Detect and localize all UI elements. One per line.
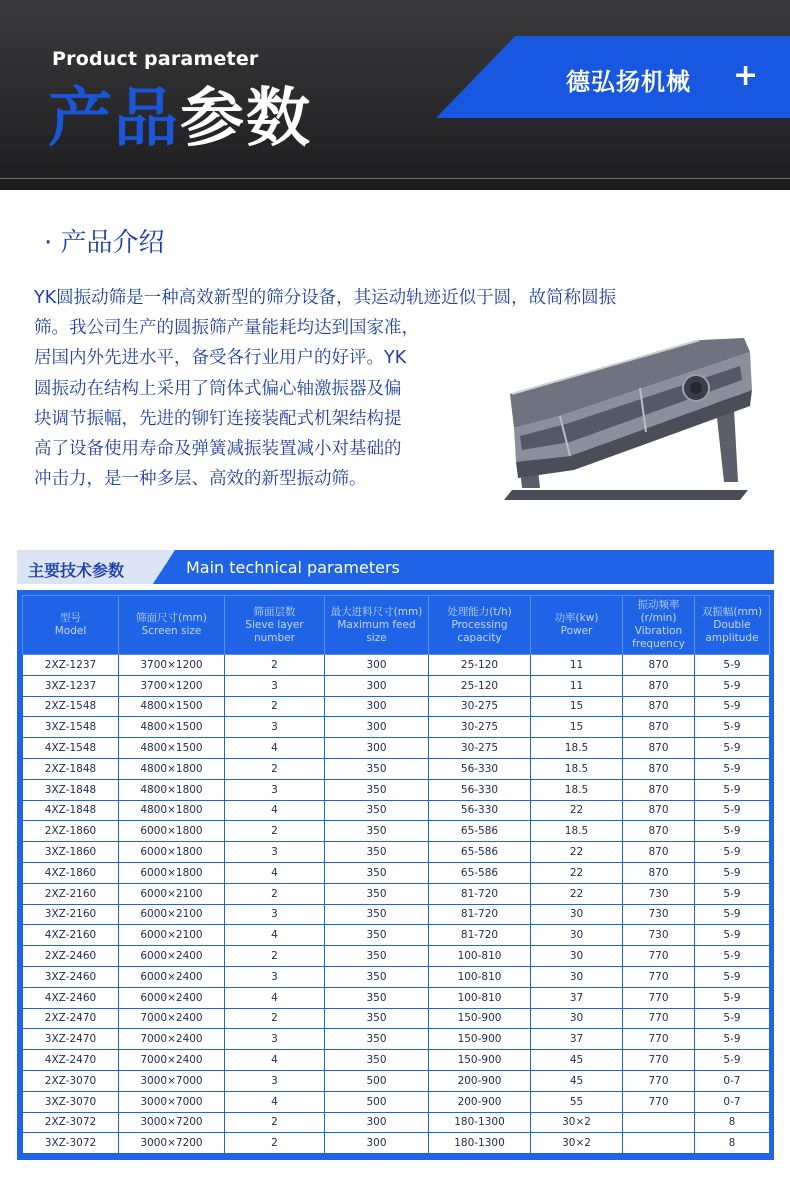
table-cell: 2XZ-1548 <box>23 696 119 717</box>
table-cell: 870 <box>623 842 695 863</box>
table-cell: 2 <box>225 883 325 904</box>
table-cell: 350 <box>325 925 429 946</box>
table-row <box>23 966 770 987</box>
table-cell: 5-9 <box>695 738 770 759</box>
table-cell: 730 <box>623 883 695 904</box>
table-header-cell <box>225 596 325 655</box>
table-row <box>23 779 770 800</box>
table-cell: 180-1300 <box>429 1133 531 1154</box>
table-header-cell <box>531 596 623 655</box>
table-cell: 3XZ-3072 <box>23 1133 119 1154</box>
table-cell: 18.5 <box>531 758 623 779</box>
table-cell: 730 <box>623 904 695 925</box>
table-cell: 22 <box>531 800 623 821</box>
table-cell: 770 <box>623 1070 695 1091</box>
table-cell: 6000×2400 <box>119 966 225 987</box>
header-line: Sieve layer <box>245 618 304 631</box>
table-cell: 65-586 <box>429 842 531 863</box>
header-line: Double <box>713 618 751 631</box>
vibrating-screen-image <box>500 332 760 502</box>
table-cell: 2XZ-2460 <box>23 946 119 967</box>
table-cell: 350 <box>325 800 429 821</box>
table-cell: 300 <box>325 1112 429 1133</box>
table-cell: 4XZ-2470 <box>23 1050 119 1071</box>
table-cell: 2XZ-3070 <box>23 1070 119 1091</box>
table-cell: 5-9 <box>695 862 770 883</box>
table-cell: 65-586 <box>429 862 531 883</box>
header-line: 筛面层数 <box>253 605 296 618</box>
intro-line: YK圆振动筛是一种高效新型的筛分设备，其运动轨迹近似于圆，故简称圆振 <box>34 288 617 308</box>
table-cell: 7000×2400 <box>119 1008 225 1029</box>
table-cell: 8 <box>695 1112 770 1133</box>
table-cell: 3 <box>225 717 325 738</box>
table-cell: 770 <box>623 1029 695 1050</box>
table-cell: 3XZ-1548 <box>23 717 119 738</box>
table-cell: 15 <box>531 696 623 717</box>
params-title-en: Main technical parameters <box>186 558 400 577</box>
table-cell: 770 <box>623 1008 695 1029</box>
table-cell: 870 <box>623 738 695 759</box>
table-cell: 37 <box>531 987 623 1008</box>
header-line: Power <box>560 625 593 637</box>
table-cell: 4XZ-2460 <box>23 987 119 1008</box>
plus-icon[interactable]: + <box>733 58 759 93</box>
table-cell: 22 <box>531 842 623 863</box>
table-cell: 18.5 <box>531 779 623 800</box>
header-line: capacity <box>457 631 502 644</box>
table-cell: 4XZ-2160 <box>23 925 119 946</box>
table-row <box>23 738 770 759</box>
table-cell: 30 <box>531 966 623 987</box>
table-cell: 200-900 <box>429 1091 531 1112</box>
header-line: Vibration <box>634 625 683 637</box>
table-row <box>23 758 770 779</box>
table-cell: 6000×2100 <box>119 904 225 925</box>
table-cell: 350 <box>325 862 429 883</box>
table-cell: 5-9 <box>695 655 770 676</box>
table-row <box>23 904 770 925</box>
table-cell: 5-9 <box>695 779 770 800</box>
table-cell: 3 <box>225 842 325 863</box>
table-row <box>23 1070 770 1091</box>
table-cell: 3 <box>225 675 325 696</box>
table-cell: 2 <box>225 1008 325 1029</box>
table-cell: 770 <box>623 987 695 1008</box>
table-cell: 18.5 <box>531 738 623 759</box>
table-cell: 870 <box>623 675 695 696</box>
table-cell: 4 <box>225 738 325 759</box>
table-cell: 4800×1800 <box>119 779 225 800</box>
table-cell: 3XZ-3070 <box>23 1091 119 1112</box>
table-cell: 4800×1500 <box>119 717 225 738</box>
table-cell: 870 <box>623 779 695 800</box>
table-cell: 3 <box>225 779 325 800</box>
table-cell: 4800×1800 <box>119 758 225 779</box>
header-subtitle: Product parameter <box>52 48 259 70</box>
table-cell: 350 <box>325 758 429 779</box>
table-cell: 870 <box>623 717 695 738</box>
table-cell: 150-900 <box>429 1029 531 1050</box>
table-cell: 5-9 <box>695 925 770 946</box>
table-cell: 56-330 <box>429 758 531 779</box>
table-row <box>23 1008 770 1029</box>
table-row <box>23 842 770 863</box>
table-cell: 5-9 <box>695 966 770 987</box>
table-header-cell <box>695 596 770 655</box>
table-cell: 350 <box>325 1050 429 1071</box>
table-cell: 2 <box>225 1133 325 1154</box>
table-cell: 2XZ-1860 <box>23 821 119 842</box>
table-header-cell <box>623 596 695 655</box>
table-cell: 770 <box>623 946 695 967</box>
table-cell: 4XZ-1548 <box>23 738 119 759</box>
table-cell: 5-9 <box>695 946 770 967</box>
table-cell: 350 <box>325 1008 429 1029</box>
table-cell: 2 <box>225 946 325 967</box>
header-line: number <box>254 631 295 644</box>
table-cell: 3XZ-2160 <box>23 904 119 925</box>
table-cell: 100-810 <box>429 987 531 1008</box>
section-heading-intro: · 产品介绍 <box>44 228 165 258</box>
table-cell: 350 <box>325 904 429 925</box>
table-cell: 3 <box>225 904 325 925</box>
table-row <box>23 925 770 946</box>
table-cell: 300 <box>325 675 429 696</box>
table-cell: 5-9 <box>695 696 770 717</box>
table-cell: 870 <box>623 758 695 779</box>
table-cell: 5-9 <box>695 675 770 696</box>
table-cell: 45 <box>531 1050 623 1071</box>
header-line: 振动频率(r/min) <box>637 599 680 624</box>
table-cell: 6000×1800 <box>119 862 225 883</box>
table-row <box>23 821 770 842</box>
intro-line: 高了设备使用寿命及弹簧减振装置减小对基础的 <box>34 439 402 460</box>
table-cell: 5-9 <box>695 987 770 1008</box>
table-cell: 200-900 <box>429 1070 531 1091</box>
table-row <box>23 1112 770 1133</box>
table-row <box>23 883 770 904</box>
params-table <box>22 595 770 1154</box>
table-cell: 770 <box>623 966 695 987</box>
table-cell: 5-9 <box>695 1008 770 1029</box>
table-cell: 3000×7000 <box>119 1070 225 1091</box>
table-cell: 8 <box>695 1133 770 1154</box>
table-cell: 2XZ-2160 <box>23 883 119 904</box>
table-cell: 4800×1500 <box>119 738 225 759</box>
table-cell: 3XZ-1848 <box>23 779 119 800</box>
table-cell: 350 <box>325 966 429 987</box>
table-cell: 350 <box>325 883 429 904</box>
table-cell: 37 <box>531 1029 623 1050</box>
params-title-zh: 主要技术参数 <box>28 561 125 580</box>
header-line: 双振幅(mm) <box>701 605 763 618</box>
table-cell: 81-720 <box>429 904 531 925</box>
table-cell: 5-9 <box>695 821 770 842</box>
table-cell: 30×2 <box>531 1133 623 1154</box>
table-cell: 30 <box>531 946 623 967</box>
table-cell: 30-275 <box>429 696 531 717</box>
intro-line: 筛。我公司生产的圆振筛产量能耗均达到国家准， <box>34 318 419 339</box>
table-cell: 770 <box>623 1091 695 1112</box>
table-row <box>23 800 770 821</box>
table-cell: 4 <box>225 862 325 883</box>
table-cell: 4XZ-1848 <box>23 800 119 821</box>
header-line: 处理能力(t/h) <box>447 605 512 618</box>
table-cell: 25-120 <box>429 655 531 676</box>
table-row <box>23 675 770 696</box>
table-cell: 3700×1200 <box>119 655 225 676</box>
table-cell: 4 <box>225 987 325 1008</box>
table-cell: 30×2 <box>531 1112 623 1133</box>
brand-name: 德弘扬机械 <box>566 68 691 96</box>
page-title-blue: 产品 <box>48 82 180 156</box>
table-cell: 870 <box>623 800 695 821</box>
table-cell: 350 <box>325 987 429 1008</box>
table-cell <box>623 1133 695 1154</box>
table-cell: 30 <box>531 925 623 946</box>
header-line: size <box>366 631 387 644</box>
params-table-frame <box>17 590 774 1160</box>
header-line: Processing <box>451 618 508 631</box>
table-cell: 15 <box>531 717 623 738</box>
table-cell: 56-330 <box>429 800 531 821</box>
table-row <box>23 1091 770 1112</box>
table-cell: 81-720 <box>429 925 531 946</box>
intro-line: 块调节振幅，先进的铆钉连接装配式机架结构提 <box>34 408 402 429</box>
table-cell: 2 <box>225 696 325 717</box>
table-header-cell <box>325 596 429 655</box>
table-cell: 870 <box>623 821 695 842</box>
table-cell: 0-7 <box>695 1091 770 1112</box>
table-cell: 6000×1800 <box>119 842 225 863</box>
table-cell: 3700×1200 <box>119 675 225 696</box>
table-cell <box>623 1112 695 1133</box>
table-cell: 45 <box>531 1070 623 1091</box>
table-cell: 150-900 <box>429 1008 531 1029</box>
table-cell: 3XZ-1860 <box>23 842 119 863</box>
header-divider <box>0 178 790 179</box>
table-cell: 870 <box>623 862 695 883</box>
table-cell: 6000×2400 <box>119 946 225 967</box>
table-cell: 770 <box>623 1050 695 1071</box>
table-cell: 56-330 <box>429 779 531 800</box>
table-row <box>23 862 770 883</box>
table-cell: 3XZ-2460 <box>23 966 119 987</box>
header-line: Model <box>54 625 87 637</box>
table-cell: 4XZ-1860 <box>23 862 119 883</box>
table-cell: 3000×7200 <box>119 1112 225 1133</box>
table-cell: 870 <box>623 655 695 676</box>
table-cell: 30-275 <box>429 738 531 759</box>
table-cell: 500 <box>325 1070 429 1091</box>
table-cell: 870 <box>623 696 695 717</box>
table-cell: 2 <box>225 821 325 842</box>
intro-line: 居国内外先进水平，备受各行业用户的好评。YK <box>34 348 407 369</box>
table-cell: 300 <box>325 696 429 717</box>
table-cell: 300 <box>325 1133 429 1154</box>
table-cell: 5-9 <box>695 842 770 863</box>
table-cell: 6000×1800 <box>119 821 225 842</box>
table-cell: 2 <box>225 1112 325 1133</box>
table-row <box>23 1133 770 1154</box>
table-row <box>23 717 770 738</box>
table-cell: 5-9 <box>695 883 770 904</box>
table-cell: 25-120 <box>429 675 531 696</box>
table-cell: 11 <box>531 675 623 696</box>
table-cell: 6000×2100 <box>119 925 225 946</box>
table-cell: 30 <box>531 904 623 925</box>
header-line: 功率(kw) <box>554 612 599 624</box>
table-cell: 81-720 <box>429 883 531 904</box>
table-cell: 3 <box>225 1070 325 1091</box>
table-cell: 5-9 <box>695 717 770 738</box>
table-header-cell <box>429 596 531 655</box>
page-title-white: 参数 <box>180 82 312 156</box>
table-cell: 4 <box>225 925 325 946</box>
table-cell: 2XZ-3072 <box>23 1112 119 1133</box>
table-cell: 18.5 <box>531 821 623 842</box>
table-cell: 30-275 <box>429 717 531 738</box>
table-cell: 6000×2400 <box>119 987 225 1008</box>
table-cell: 4800×1500 <box>119 696 225 717</box>
table-cell: 5-9 <box>695 758 770 779</box>
header-banner <box>0 0 790 190</box>
table-row <box>23 1050 770 1071</box>
header-line: 筛面尺寸(mm) <box>136 612 207 624</box>
table-cell: 6000×2100 <box>119 883 225 904</box>
table-cell: 4 <box>225 800 325 821</box>
table-cell: 100-810 <box>429 966 531 987</box>
header-line: 最大进料尺寸(mm) <box>330 605 423 618</box>
table-cell: 7000×2400 <box>119 1029 225 1050</box>
header-line: Screen size <box>141 625 202 637</box>
table-cell: 350 <box>325 842 429 863</box>
table-cell: 2XZ-1237 <box>23 655 119 676</box>
intro-line: 冲击力，是一种多层、高效的新型振动筛。 <box>34 469 367 490</box>
table-cell: 730 <box>623 925 695 946</box>
table-cell: 5-9 <box>695 800 770 821</box>
table-cell: 22 <box>531 862 623 883</box>
table-cell: 350 <box>325 821 429 842</box>
table-cell: 65-586 <box>429 821 531 842</box>
table-row <box>23 1029 770 1050</box>
table-cell: 3XZ-2470 <box>23 1029 119 1050</box>
table-cell: 350 <box>325 1029 429 1050</box>
table-cell: 3 <box>225 1029 325 1050</box>
table-cell: 4 <box>225 1091 325 1112</box>
table-cell: 4 <box>225 1050 325 1071</box>
table-cell: 350 <box>325 779 429 800</box>
table-row <box>23 696 770 717</box>
table-cell: 4800×1800 <box>119 800 225 821</box>
header-line: Maximum feed <box>337 618 416 631</box>
table-cell: 0-7 <box>695 1070 770 1091</box>
table-cell: 300 <box>325 655 429 676</box>
table-cell: 3000×7200 <box>119 1133 225 1154</box>
table-cell: 300 <box>325 738 429 759</box>
page-title <box>48 84 312 154</box>
table-cell: 5-9 <box>695 904 770 925</box>
table-cell: 11 <box>531 655 623 676</box>
header-line: amplitude <box>705 631 759 644</box>
table-cell: 5-9 <box>695 1050 770 1071</box>
table-header-cell <box>119 596 225 655</box>
table-cell: 3000×7000 <box>119 1091 225 1112</box>
table-cell: 7000×2400 <box>119 1050 225 1071</box>
table-cell: 300 <box>325 717 429 738</box>
table-header-cell <box>23 596 119 655</box>
table-cell: 5-9 <box>695 1029 770 1050</box>
table-cell: 22 <box>531 883 623 904</box>
table-cell: 2 <box>225 758 325 779</box>
table-cell: 100-810 <box>429 946 531 967</box>
table-cell: 150-900 <box>429 1050 531 1071</box>
table-row <box>23 655 770 676</box>
table-cell: 3XZ-1237 <box>23 675 119 696</box>
table-cell: 500 <box>325 1091 429 1112</box>
intro-line: 圆振动在结构上采用了筒体式偏心轴激振器及偏 <box>34 378 402 399</box>
table-cell: 180-1300 <box>429 1112 531 1133</box>
table-header-row <box>23 596 770 655</box>
header-line: 型号 <box>60 612 81 624</box>
table-cell: 55 <box>531 1091 623 1112</box>
table-cell: 350 <box>325 946 429 967</box>
header-line: frequency <box>632 638 685 650</box>
table-cell: 2XZ-2470 <box>23 1008 119 1029</box>
table-cell: 2XZ-1848 <box>23 758 119 779</box>
table-cell: 3 <box>225 966 325 987</box>
table-row <box>23 946 770 967</box>
table-cell: 2 <box>225 655 325 676</box>
table-row <box>23 987 770 1008</box>
table-cell: 30 <box>531 1008 623 1029</box>
